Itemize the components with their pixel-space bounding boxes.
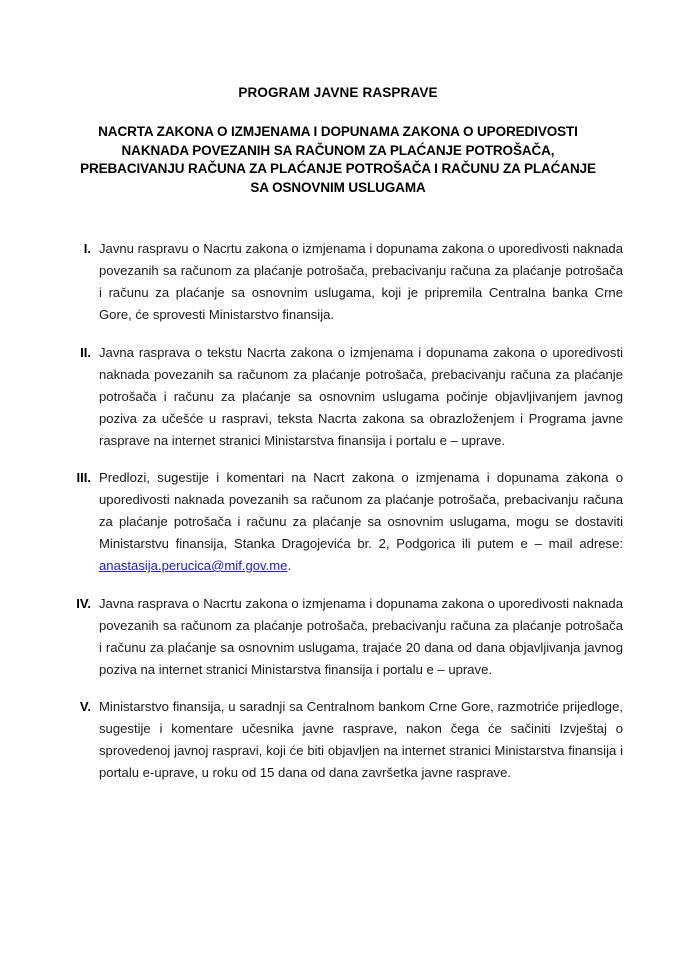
clause-item: [53, 593, 623, 681]
clause-text-lead: Predlozi, sugestije i komentari na Nacrt zakona o izmjenama i dopunama zakona o uporedivosti naknada povezanih sa računom za plaćanje potrošača, prebacivanju računa za plaćanje potrošača i računu za plaćanje sa osnovnim uslugama, mogu se dostaviti Ministarstvu finansija, Stanka Dragojevića br. 2, Podgorica ili putem e – mail adrese:: [99, 470, 623, 551]
clause-text: Javnu raspravu o Nacrtu zakona o izmjenama i dopunama zakona o uporedivosti naknada povezanih sa računom za plaćanje potrošača, prebacivanju računa za plaćanje potrošača i računu za plaćanje sa osnovnim uslugama, koji je pripremila Centralna banka Crne Gore, će sprovesti Ministarstvo finansija.: [99, 241, 623, 322]
clause-text-tail: .: [287, 558, 292, 573]
clause-marker: II.: [80, 344, 91, 360]
clause-text: Ministarstvo finansija, u saradnji sa Centralnom bankom Crne Gore, razmotriće prijedloge, sugestije i komentare učesnika javne rasprave, nakon čega će sačiniti Izvještaj o sprovedenoj javnoj raspravi, koji će biti objavljen na internet stranici Ministarstva finansija i portalu e-uprave, u roku od 15 dana od dana završetka javne rasprave.: [99, 699, 623, 780]
clause-list: [53, 197, 623, 784]
clause-marker: IV.: [76, 595, 91, 611]
title-block: [53, 0, 623, 197]
clause-text: [99, 467, 623, 577]
clause-text: Javna rasprava o Nacrtu zakona o izmjenama i dopunama zakona o uporedivosti naknada povezanih sa računom za plaćanje potrošača, prebacivanju računa za plaćanje potrošača i računu za plaćanje sa osnovnim uslugama, trajaće 20 dana od dana objavljivanja javnog poziva na internet stranici Ministarstva finansija i portalu e – uprave.: [99, 595, 623, 677]
page-title: PROGRAM JAVNE RASPRAVE: [238, 85, 438, 100]
clause-item: [53, 342, 623, 452]
email-link[interactable]: anastasija.perucica@mif.gov.me: [99, 558, 288, 573]
document-subtitle: NACRTA ZAKONA O IZMJENAMA I DOPUNAMA ZAKONA O UPOREDIVOSTI NAKNADA POVEZANIH SA RAČUNOM ZA PLAĆANJE POTROŠAČA, PREBACIVANJU RAČUNA ZA PLAĆANJE POTROŠAČA I RAČUNU ZA PLAĆANJE SA OSNOVNIM USLUGAMA: [80, 124, 596, 195]
clause-text: Javna rasprava o tekstu Nacrta zakona o izmjenama i dopunama zakona o uporedivosti naknada povezanih sa računom za plaćanje potrošača, prebacivanju računa za plaćanje potrošača i računu za plaćanje sa osnovnim uslugama počinje objavljivanjem javnog poziva za učešće u raspravi, teksta Nacrta zakona sa obrazloženjem i Programa javne rasprave na internet stranici Ministarstva finansija i portalu e – uprave.: [99, 344, 623, 448]
clause-item: [53, 238, 623, 326]
clause-item: [53, 696, 623, 784]
clause-marker: V.: [79, 699, 91, 714]
clause-item: [53, 467, 623, 577]
document-body: [53, 0, 623, 784]
clause-marker: I.: [83, 241, 91, 256]
clause-marker: III.: [76, 470, 91, 485]
